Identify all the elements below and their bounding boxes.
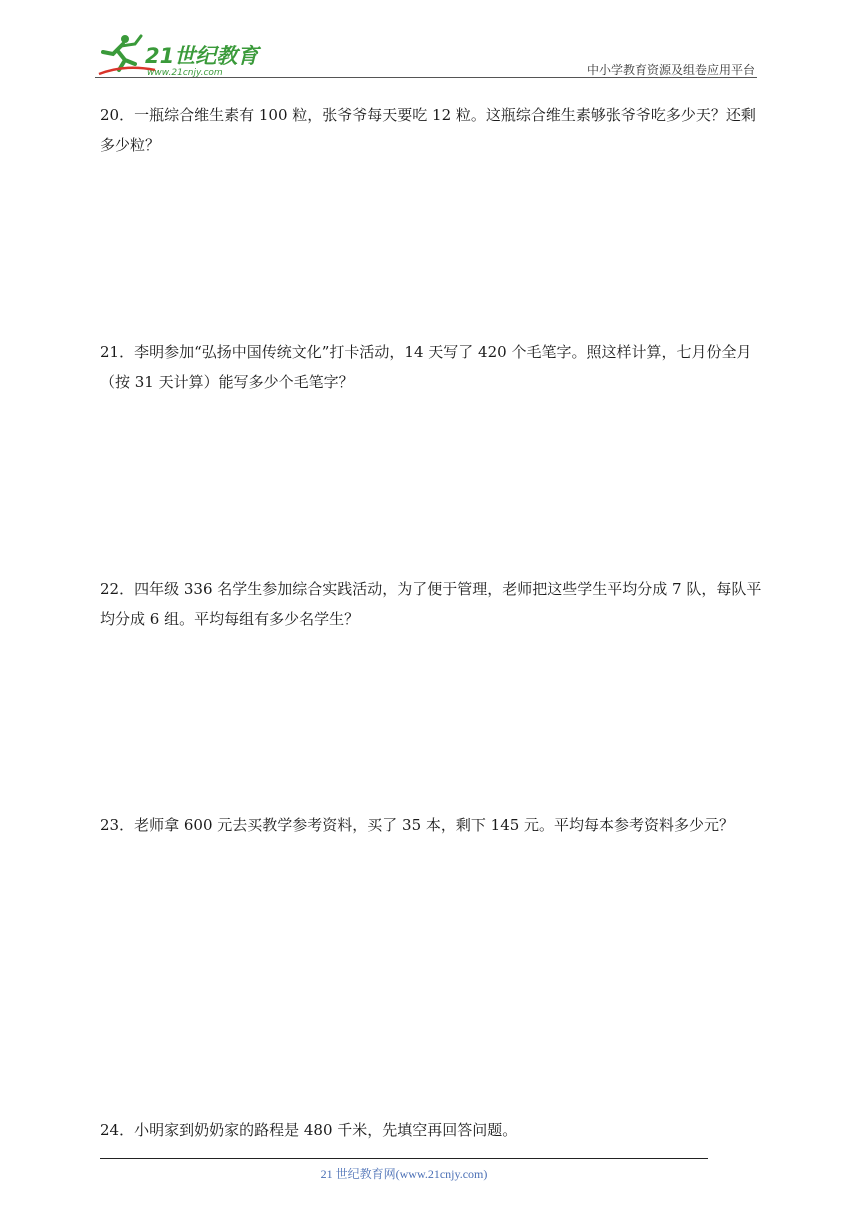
site-logo bbox=[95, 30, 265, 80]
svg-text:21世纪教育: 21世纪教育 bbox=[145, 44, 259, 68]
question-text: 24．小明家到奶奶家的路程是 480 千米，先填空再回答问题。 bbox=[100, 1121, 518, 1139]
header-divider bbox=[95, 77, 757, 78]
question-text: 20．一瓶综合维生素有 100 粒，张爷爷每天要吃 12 粒。这瓶综合维生素够张爷爷吃多少天？还剩多少粒？ bbox=[100, 106, 756, 154]
question-21 bbox=[100, 337, 762, 397]
question-text: 23．老师拿 600 元去买教学参考资料，买了 35 本，剩下 145 元。平均每本参考资料多少元？ bbox=[100, 816, 735, 834]
page-header bbox=[95, 30, 757, 80]
question-22 bbox=[100, 574, 762, 634]
footer-link[interactable]: 21 世纪教育网(www.21cnjy.com) bbox=[320, 1167, 488, 1181]
question-text: 21．李明参加“弘扬中国传统文化”打卡活动，14 天写了 420 个毛笔字。照这样计算，七月份全月（按 31 天计算）能写多少个毛笔字？ bbox=[100, 343, 752, 391]
footer-divider bbox=[100, 1158, 708, 1159]
question-23 bbox=[100, 810, 762, 840]
question-text: 22．四年级 336 名学生参加综合实践活动，为了便于管理，老师把这些学生平均分成 7 队，每队平均分成 6 组。平均每组有多少名学生？ bbox=[100, 580, 762, 628]
svg-text:www.21cnjy.com: www.21cnjy.com bbox=[147, 68, 223, 78]
question-20 bbox=[100, 100, 762, 160]
header-tagline: 中小学教育资源及组卷应用平台 bbox=[586, 63, 755, 77]
question-24 bbox=[100, 1115, 762, 1145]
